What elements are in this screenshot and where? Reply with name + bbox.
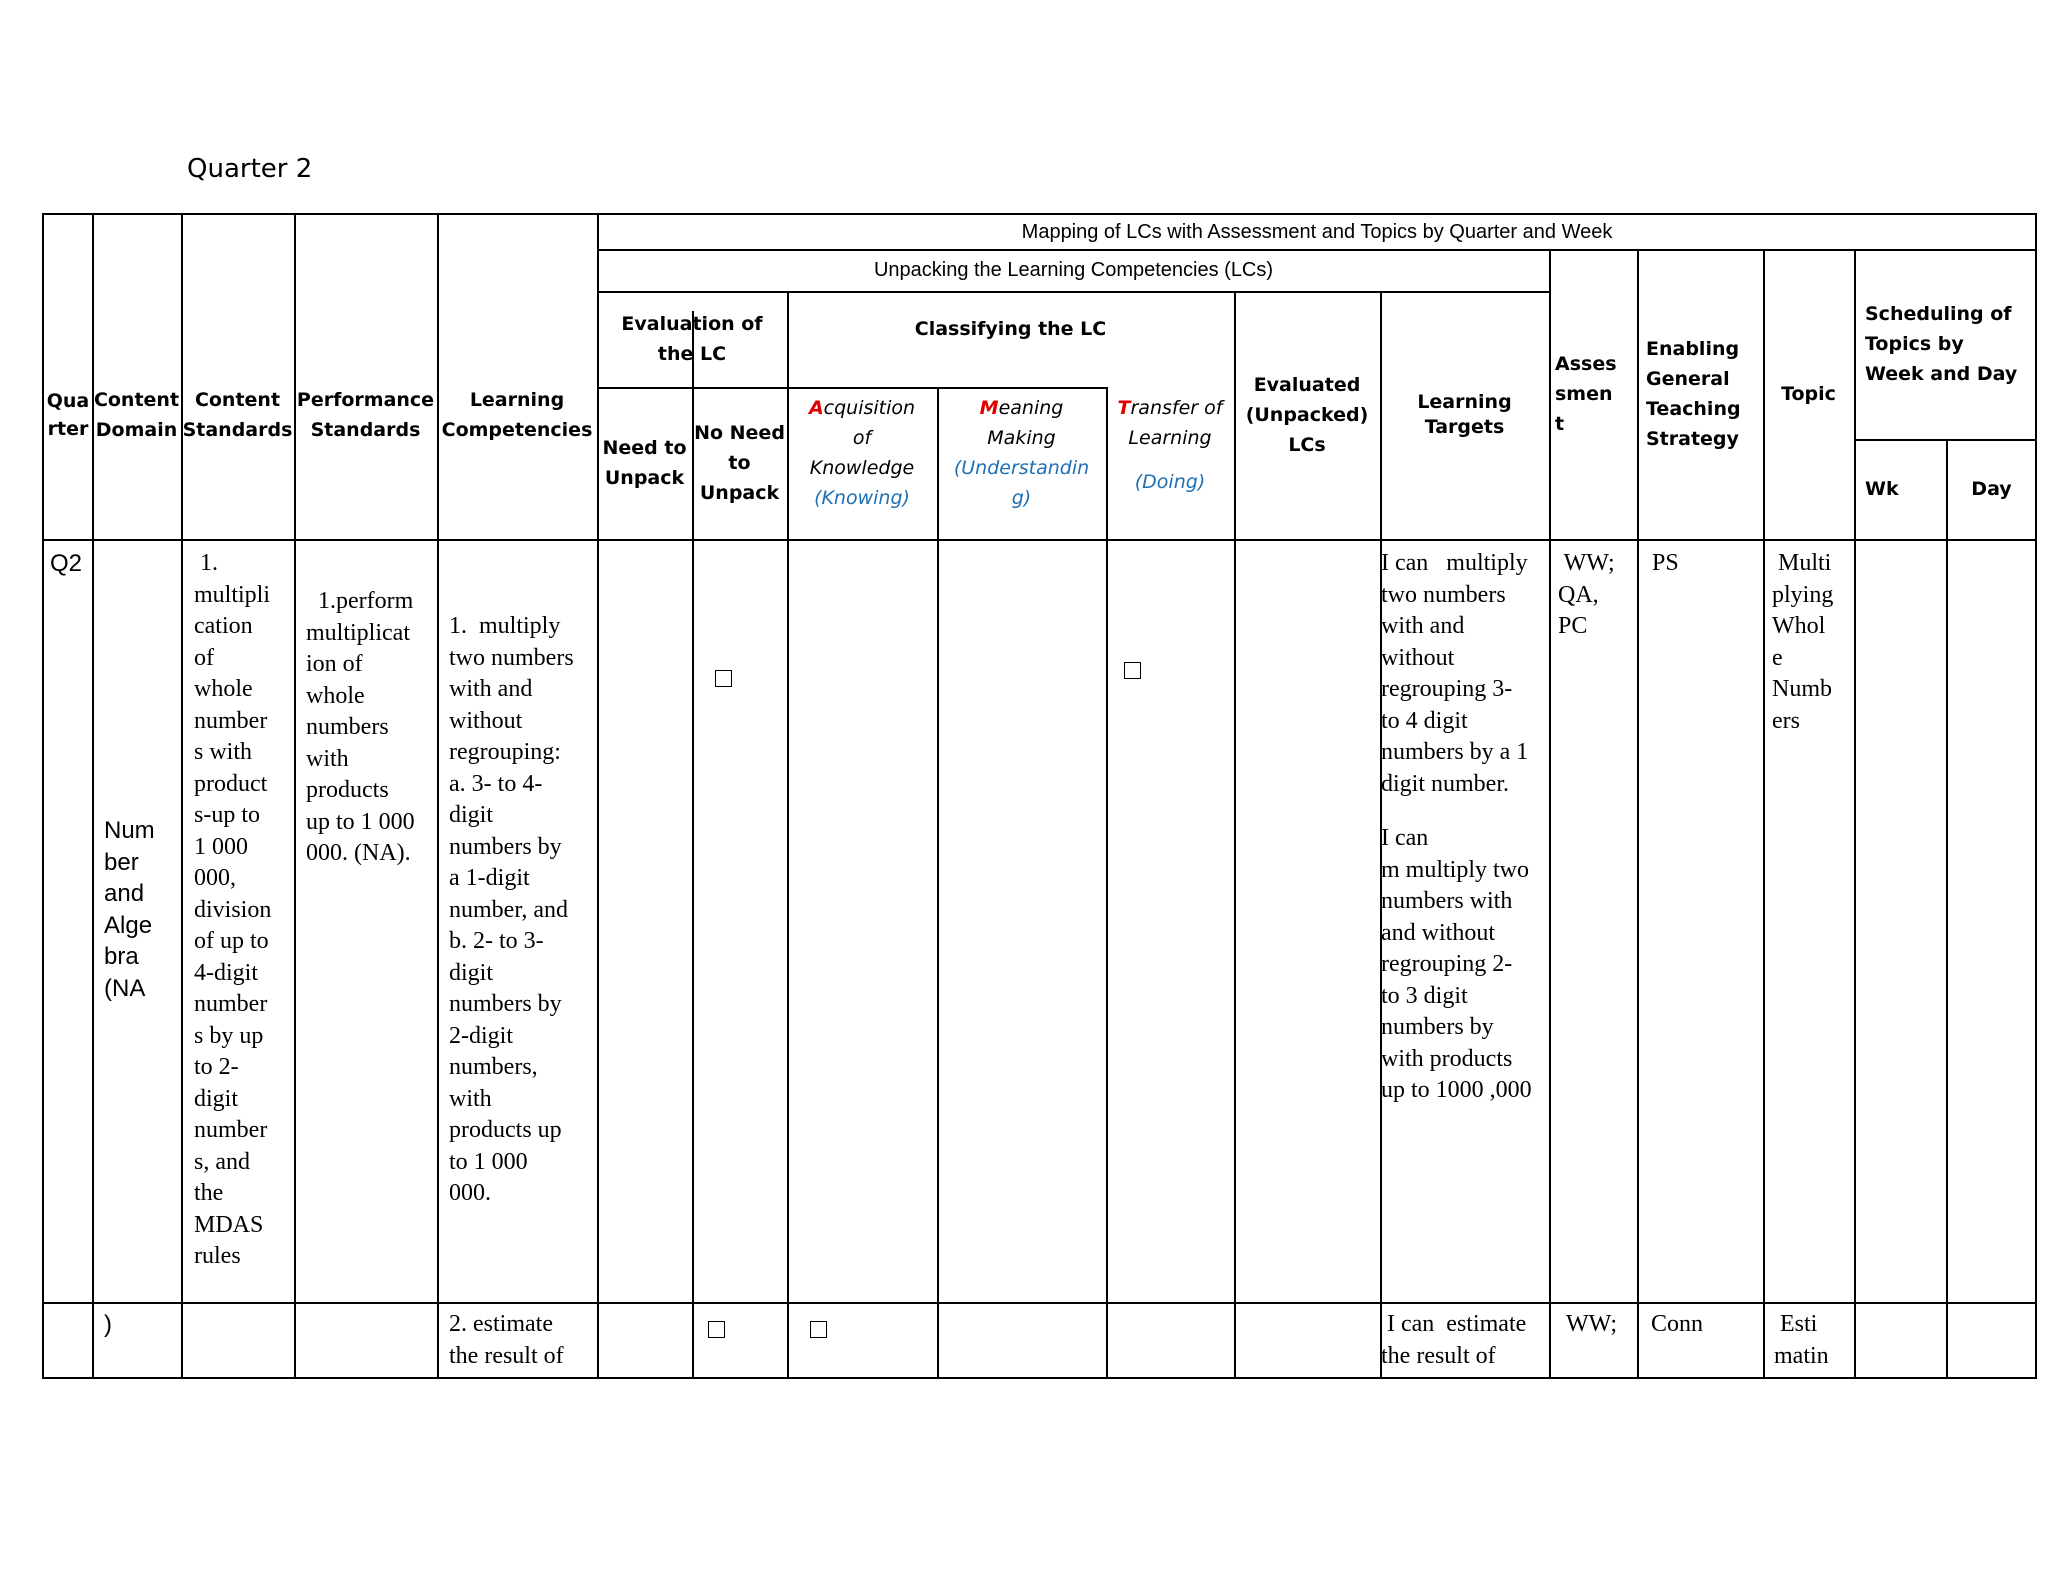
grid-line — [44, 1302, 2037, 1304]
no-need-to-unpack-checkbox[interactable] — [715, 670, 732, 687]
row1-learning-targets-1: I can multiply two numbers with and without regrouping 3- to 4 digit numbers by a 1 digit number. — [1381, 550, 1529, 797]
header-content-domain: Content Domain — [93, 389, 180, 441]
acquisition-checkbox[interactable] — [810, 1321, 827, 1338]
mapping-title: Mapping of LCs with Assessment and Topics by Quarter and Week — [1021, 221, 1613, 243]
acquisition-sub: (Knowing) — [814, 487, 910, 509]
row1-learning-targets-2: I can m multiply two numbers with and without regrouping 2- to 3 digit numbers by with products up to 1000 ,000 — [1381, 825, 1532, 1103]
header-day: Day — [1971, 478, 2012, 500]
transfer-initial: T — [1117, 397, 1131, 419]
grid-line — [1946, 439, 1948, 1379]
row2-learning-competencies: 2. estimate the result of — [449, 1311, 564, 1369]
no-need-to-unpack-checkbox-2[interactable] — [708, 1321, 725, 1338]
header-learning-competencies: Learning Competencies — [441, 389, 593, 441]
row1-content-domain: Num ber and Alge bra (NA — [104, 817, 155, 1002]
header-performance-standards: Performance Standards — [296, 389, 435, 441]
grid-line — [1637, 249, 1639, 1379]
header-content-standards: Content Standards — [182, 389, 293, 441]
row1-performance-standards: 1.perform multiplicat ion of whole numbers with products up to 1 000 000. (NA). — [306, 588, 415, 866]
row1-learning-competencies: 1. multiply two numbers with and without regrouping: a. 3- to 4- digit numbers by a 1-digit number, and b. 2- to 3- digit numbers by 2-digit numbers, with products up to 1 000 000. — [449, 613, 574, 1206]
header-evaluation-of-lc: Evaluation of the LC — [621, 313, 763, 365]
acquisition-initial: A — [808, 397, 824, 419]
unpacking-title: Unpacking the Learning Competencies (LCs) — [873, 259, 1274, 281]
grid-line — [1854, 249, 1856, 1379]
header-transfer — [1106, 393, 1234, 539]
header-no-need-to-unpack: No Need to Unpack — [694, 422, 785, 504]
header-scheduling: Scheduling of Topics by Week and Day — [1865, 303, 2018, 385]
transfer-sub: (Doing) — [1134, 471, 1206, 493]
header-topic: Topic — [1781, 383, 1836, 405]
row2-content-domain: ) — [104, 1311, 112, 1338]
meaning-initial: M — [979, 397, 999, 419]
acquisition-label: cquisition of Knowledge — [809, 397, 916, 479]
row2-learning-targets: I can estimate the result of — [1381, 1311, 1527, 1369]
grid-line — [787, 387, 1106, 389]
header-week: Wk — [1865, 478, 1899, 500]
row2-topic: Esti matin — [1774, 1311, 1829, 1369]
row1-quarter: Q2 — [50, 550, 83, 577]
header-enabling-strategy: Enabling General Teaching Strategy — [1646, 338, 1741, 450]
header-classifying-lc: Classifying the LC — [914, 318, 1107, 340]
meaning-label: eaning Making — [987, 397, 1064, 449]
grid-line — [1549, 249, 1551, 1379]
header-learning-targets: Learning Targets — [1417, 391, 1512, 438]
transfer-label: ransfer of Learning — [1128, 397, 1223, 449]
meaning-sub: (Understandin g) — [953, 457, 1090, 509]
header-need-to-unpack: Need to Unpack — [602, 437, 687, 489]
page-title: Quarter 2 — [187, 154, 313, 184]
row1-content-standards: 1. multipli cation of whole number s with product s-up to 1 000 000, division of up to 4-digit number s by up to 2- digit number s, and the MDAS rules — [194, 550, 272, 1269]
row2-assessment: WW; — [1566, 1311, 1618, 1337]
grid-line — [44, 539, 2037, 541]
row1-topic: Multi plying Whol e Numb ers — [1772, 550, 1834, 734]
row2-strategy: Conn — [1651, 1311, 1704, 1337]
header-meaning — [937, 393, 1106, 539]
row1-assessment: WW; QA, PC — [1558, 550, 1615, 639]
header-acquisition — [787, 393, 937, 539]
transfer-checkbox[interactable] — [1124, 662, 1141, 679]
header-evaluated-lcs: Evaluated (Unpacked) LCs — [1245, 374, 1369, 456]
header-quarter: Qua rter — [46, 390, 90, 440]
header-assessment: Asses smen t — [1555, 353, 1617, 435]
row1-strategy: PS — [1652, 550, 1679, 576]
curriculum-map-table — [42, 213, 2037, 1379]
